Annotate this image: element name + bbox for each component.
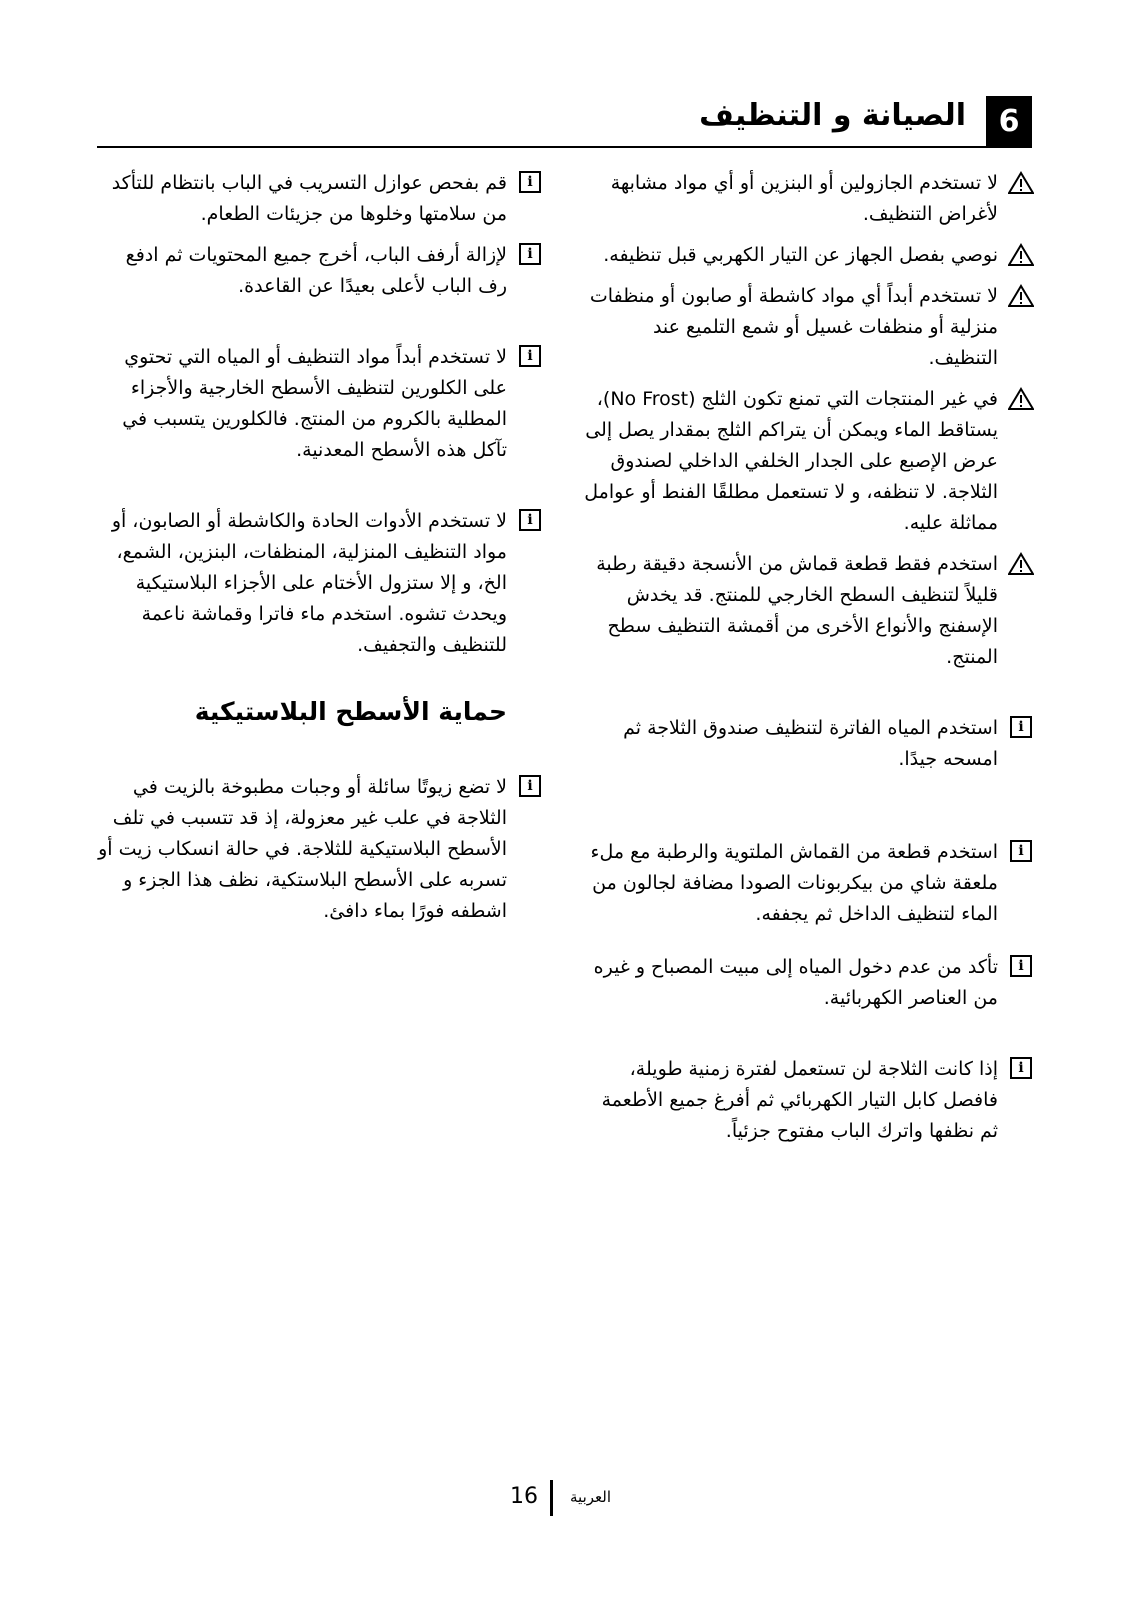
item-text: لا تستخدم الأدوات الحادة والكاشطة أو الصابون، أو مواد التنظيف المنزلية، المنظفات، البنزين، الشمع، الخ، و إلا ستزول الأختام على الأجزاء البلاستيكية ويحدث تشوه. استخدم ماء فاترا وقماشة ناعمة للتنظيف والتجفيف.: [111, 510, 507, 656]
item-text: استخدم قطعة من القماش الملتوية والرطبة مع ملء ملعقة شاي من بيكربونات الصودا مضافة لجالون من الماء لتنظيف الداخل ثم يجففه.: [590, 841, 998, 925]
left-column: [93, 168, 543, 927]
info-item: [93, 772, 543, 927]
info-item: [584, 952, 1034, 1014]
info-icon: i: [1008, 840, 1034, 864]
info-item: [584, 1054, 1034, 1147]
warning-icon: [1008, 387, 1034, 411]
footer-divider: [550, 1480, 553, 1516]
chapter-header: [97, 96, 1032, 148]
item-text: إذا كانت الثلاجة لن تستعمل لفترة زمنية طويلة، فافصل كابل التيار الكهربائي ثم أفرغ جميع الأطعمة ثم نظفها واترك الباب مفتوح جزئياً.: [601, 1058, 998, 1142]
info-item: [584, 713, 1034, 775]
info-icon: i: [517, 345, 543, 369]
item-text: تأكد من عدم دخول المياه إلى مبيت المصباح و غيره من العناصر الكهربائية.: [593, 956, 998, 1009]
warning-item: [584, 168, 1034, 230]
info-item: [93, 240, 543, 302]
item-text: في غير المنتجات التي تمنع تكون الثلج (No Frost)، يستاقط الماء ويمكن أن يتراكم الثلج بمقدار يصل إلى عرض الإصبع على الجدار الخلفي الداخلي لصندوق الثلاجة. لا تنظفه، و لا تستعمل مطلقًا الفنط أو عوامل مماثلة عليه.: [584, 388, 998, 534]
item-text: لا تضع زيوتًا سائلة أو وجبات مطبوخة بالزيت في الثلاجة في علب غير معزولة، إذ قد تتسبب في تلف الأسطح البلاستيكية للثلاجة. في حالة انسكاب زيت أو تسربه على الأسطح البلاستكية، نظف هذا الجزء و اشطفه فورًا بماء دافئ.: [98, 776, 507, 922]
item-text: استخدم المياه الفاترة لتنظيف صندوق الثلاجة ثم امسحه جيدًا.: [623, 717, 998, 770]
info-icon: i: [1008, 955, 1034, 979]
warning-icon: [1008, 552, 1034, 576]
warning-icon: [1008, 171, 1034, 195]
info-icon: i: [1008, 716, 1034, 740]
footer-language: العربية: [570, 1488, 611, 1506]
info-icon: i: [1008, 1057, 1034, 1081]
info-icon: i: [517, 509, 543, 533]
chapter-number-badge: 6: [986, 96, 1032, 146]
section-heading: حماية الأسطح البلاستيكية: [194, 697, 507, 726]
info-icon: i: [517, 243, 543, 267]
item-text: لا تستخدم الجازولين أو البنزين أو أي مواد مشابهة لأغراض التنظيف.: [610, 172, 998, 225]
warning-item: [584, 240, 1034, 271]
page-number: 16: [510, 1484, 538, 1509]
warning-icon: [1008, 243, 1034, 267]
info-item: [93, 342, 543, 466]
info-item: [93, 506, 543, 661]
item-text: لا تستخدم أبداً أي مواد كاشطة أو صابون أو منظفات منزلية أو منظفات غسيل أو شمع التلميع عند التنظيف.: [589, 285, 998, 369]
page-footer: [470, 1480, 670, 1520]
warning-item: [584, 384, 1034, 539]
item-text: نوصي بفصل الجهاز عن التيار الكهربي قبل تنظيفه.: [603, 244, 998, 266]
info-item: [93, 168, 543, 230]
info-icon: i: [517, 775, 543, 799]
item-text: لإزالة أرفف الباب، أخرج جميع المحتويات ثم ادفع رف الباب لأعلى بعيدًا عن القاعدة.: [125, 244, 507, 297]
item-text: لا تستخدم أبداً مواد التنظيف أو المياه التي تحتوي على الكلورين لتنظيف الأسطح الخارجية والأجزاء المطلية بالكروم من المنتج. فالكلورين يتسبب في تآكل هذه الأسطح المعدنية.: [122, 346, 507, 461]
info-item: [584, 837, 1034, 930]
warning-icon: [1008, 284, 1034, 308]
warning-item: [584, 549, 1034, 673]
warning-item: [584, 281, 1034, 374]
item-text: استخدم فقط قطعة قماش من الأنسجة دقيقة رطبة قليلاً لتنظيف السطح الخارجي للمنتج. قد يخدش الإسفنج والأنواع الأخرى من أقمشة التنظيف سطح المنتج.: [596, 553, 998, 668]
chapter-title: الصيانة و التنظيف: [699, 98, 966, 133]
header-rule: [97, 146, 1032, 148]
right-column: [584, 168, 1034, 1147]
item-text: قم بفحص عوازل التسريب في الباب بانتظام للتأكد من سلامتها وخلوها من جزيئات الطعام.: [111, 172, 507, 225]
info-icon: i: [517, 171, 543, 195]
